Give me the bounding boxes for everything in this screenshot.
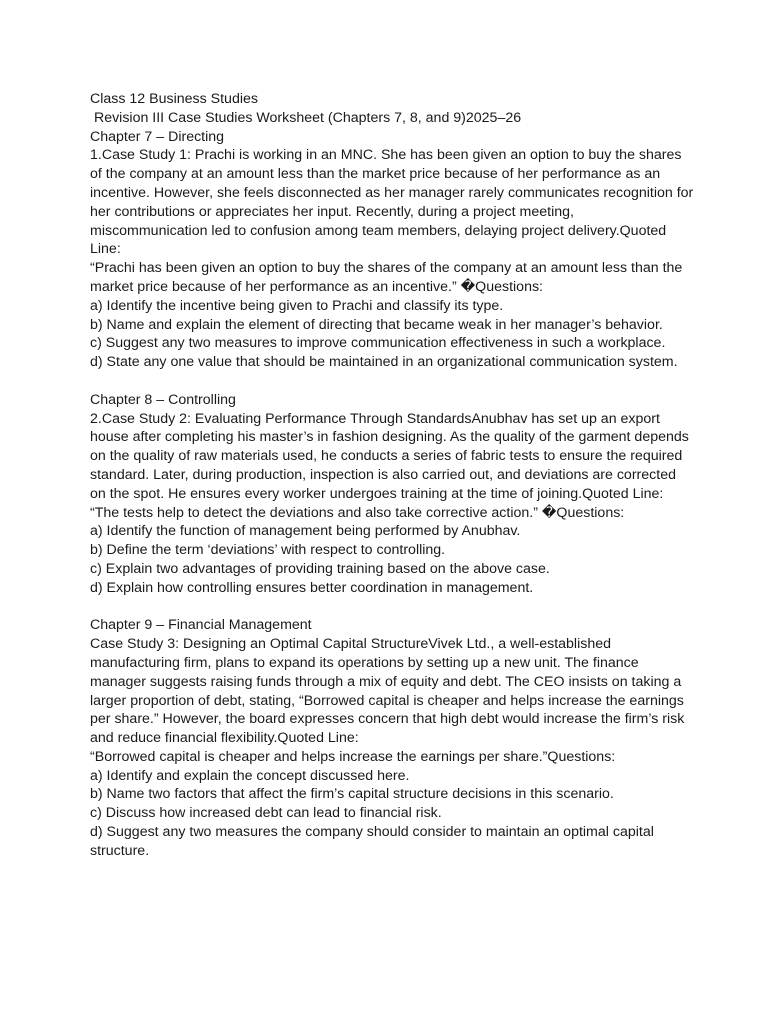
case-study-1-text: her contributions or appreciates her input. Recently, during a project meeting, [90,203,574,220]
case-study-3-quote: “Borrowed capital is cheaper and helps increase the earnings per share.”Questions: [90,748,616,765]
case-study-2-question: c) Explain two advantages of providing training based on the above case. [90,560,550,577]
case-study-3-text: manufacturing firm, plans to expand its operations by setting up a new unit. The finance [90,654,639,671]
case-study-1-question: a) Identify the incentive being given to Prachi and classify its type. [90,297,504,314]
case-study-2-text: on the spot. He ensures every worker undergoes training at the time of joining.Quoted Line: [90,485,664,502]
case-study-3-text: per share.” However, the board expresses concern that high debt would increase the firm’s risk [90,711,685,728]
chapter-9-heading: Chapter 9 – Financial Management [90,617,312,634]
case-study-1-question: b) Name and explain the element of directing that became weak in her manager’s behavior. [90,316,663,333]
chapter-8-heading: Chapter 8 – Controlling [90,391,236,408]
case-study-1-text: Line: [90,241,121,258]
case-study-1-text: miscommunication led to confusion among team members, delaying project delivery.Quoted [90,222,667,239]
chapter-7-heading: Chapter 7 – Directing [90,128,225,145]
case-study-1-text: of the company at an amount less than the market price because of her performance as an [90,166,661,183]
case-study-1-question: c) Suggest any two measures to improve communication effectiveness in such a workplace. [90,335,666,352]
case-study-3-question: a) Identify and explain the concept discussed here. [90,767,410,784]
case-study-2-question: a) Identify the function of management being performed by Anubhav. [90,523,521,540]
section-spacer [90,598,690,617]
case-study-3-question: c) Discuss how increased debt can lead to financial risk. [90,805,442,822]
case-study-3-text: manager suggests raising funds through a mix of equity and debt. The CEO insists on taking a [90,673,682,690]
document-body [90,90,694,861]
document-title: Class 12 Business Studies [90,91,258,107]
case-study-2-text: on the quality of raw materials used, he conducts a series of fabric tests to ensure the required [90,448,683,465]
case-study-2-quote: “The tests help to detect the deviations and also take corrective action.” �Questions: [90,504,625,521]
case-study-1-text: 1.Case Study 1: Prachi is working in an MNC. She has been given an option to buy the shares [90,147,682,164]
case-study-1-quote: market price because of her performance as an incentive.” �Questions: [90,278,544,295]
case-study-3-question: d) Suggest any two measures the company should consider to maintain an optimal capital [90,824,654,841]
case-study-1-quote: “Prachi has been given an option to buy the shares of the company at an amount less than the [90,260,683,277]
document-subtitle: Revision III Case Studies Worksheet (Chapters 7, 8, and 9)2025–26 [90,109,522,126]
section-spacer [90,372,690,391]
case-study-1-text: incentive. However, she feels disconnected as her manager rarely communicates recognition for [90,184,694,201]
case-study-2-question: b) Define the term ‘deviations’ with respect to controlling. [90,542,446,559]
case-study-3-question: structure. [90,842,150,859]
case-study-3-text: and reduce financial flexibility.Quoted Line: [90,730,359,747]
case-study-3-question: b) Name two factors that affect the firm’s capital structure decisions in this scenario. [90,786,614,803]
case-study-1-question: d) State any one value that should be maintained in an organizational communication system. [90,354,678,371]
case-study-2-text: house after completing his master’s in fashion designing. As the quality of the garment depends [90,429,689,446]
case-study-3-text: Case Study 3: Designing an Optimal Capital StructureVivek Ltd., a well-established [90,636,612,653]
case-study-3-text: larger proportion of debt, stating, “Borrowed capital is cheaper and helps increase the earnings [90,692,684,709]
case-study-2-text: 2.Case Study 2: Evaluating Performance Through StandardsAnubhav has set up an export [90,410,660,427]
case-study-2-text: standard. Later, during production, inspection is also carried out, and deviations are corrected [90,466,676,483]
case-study-2-question: d) Explain how controlling ensures better coordination in management. [90,579,534,596]
